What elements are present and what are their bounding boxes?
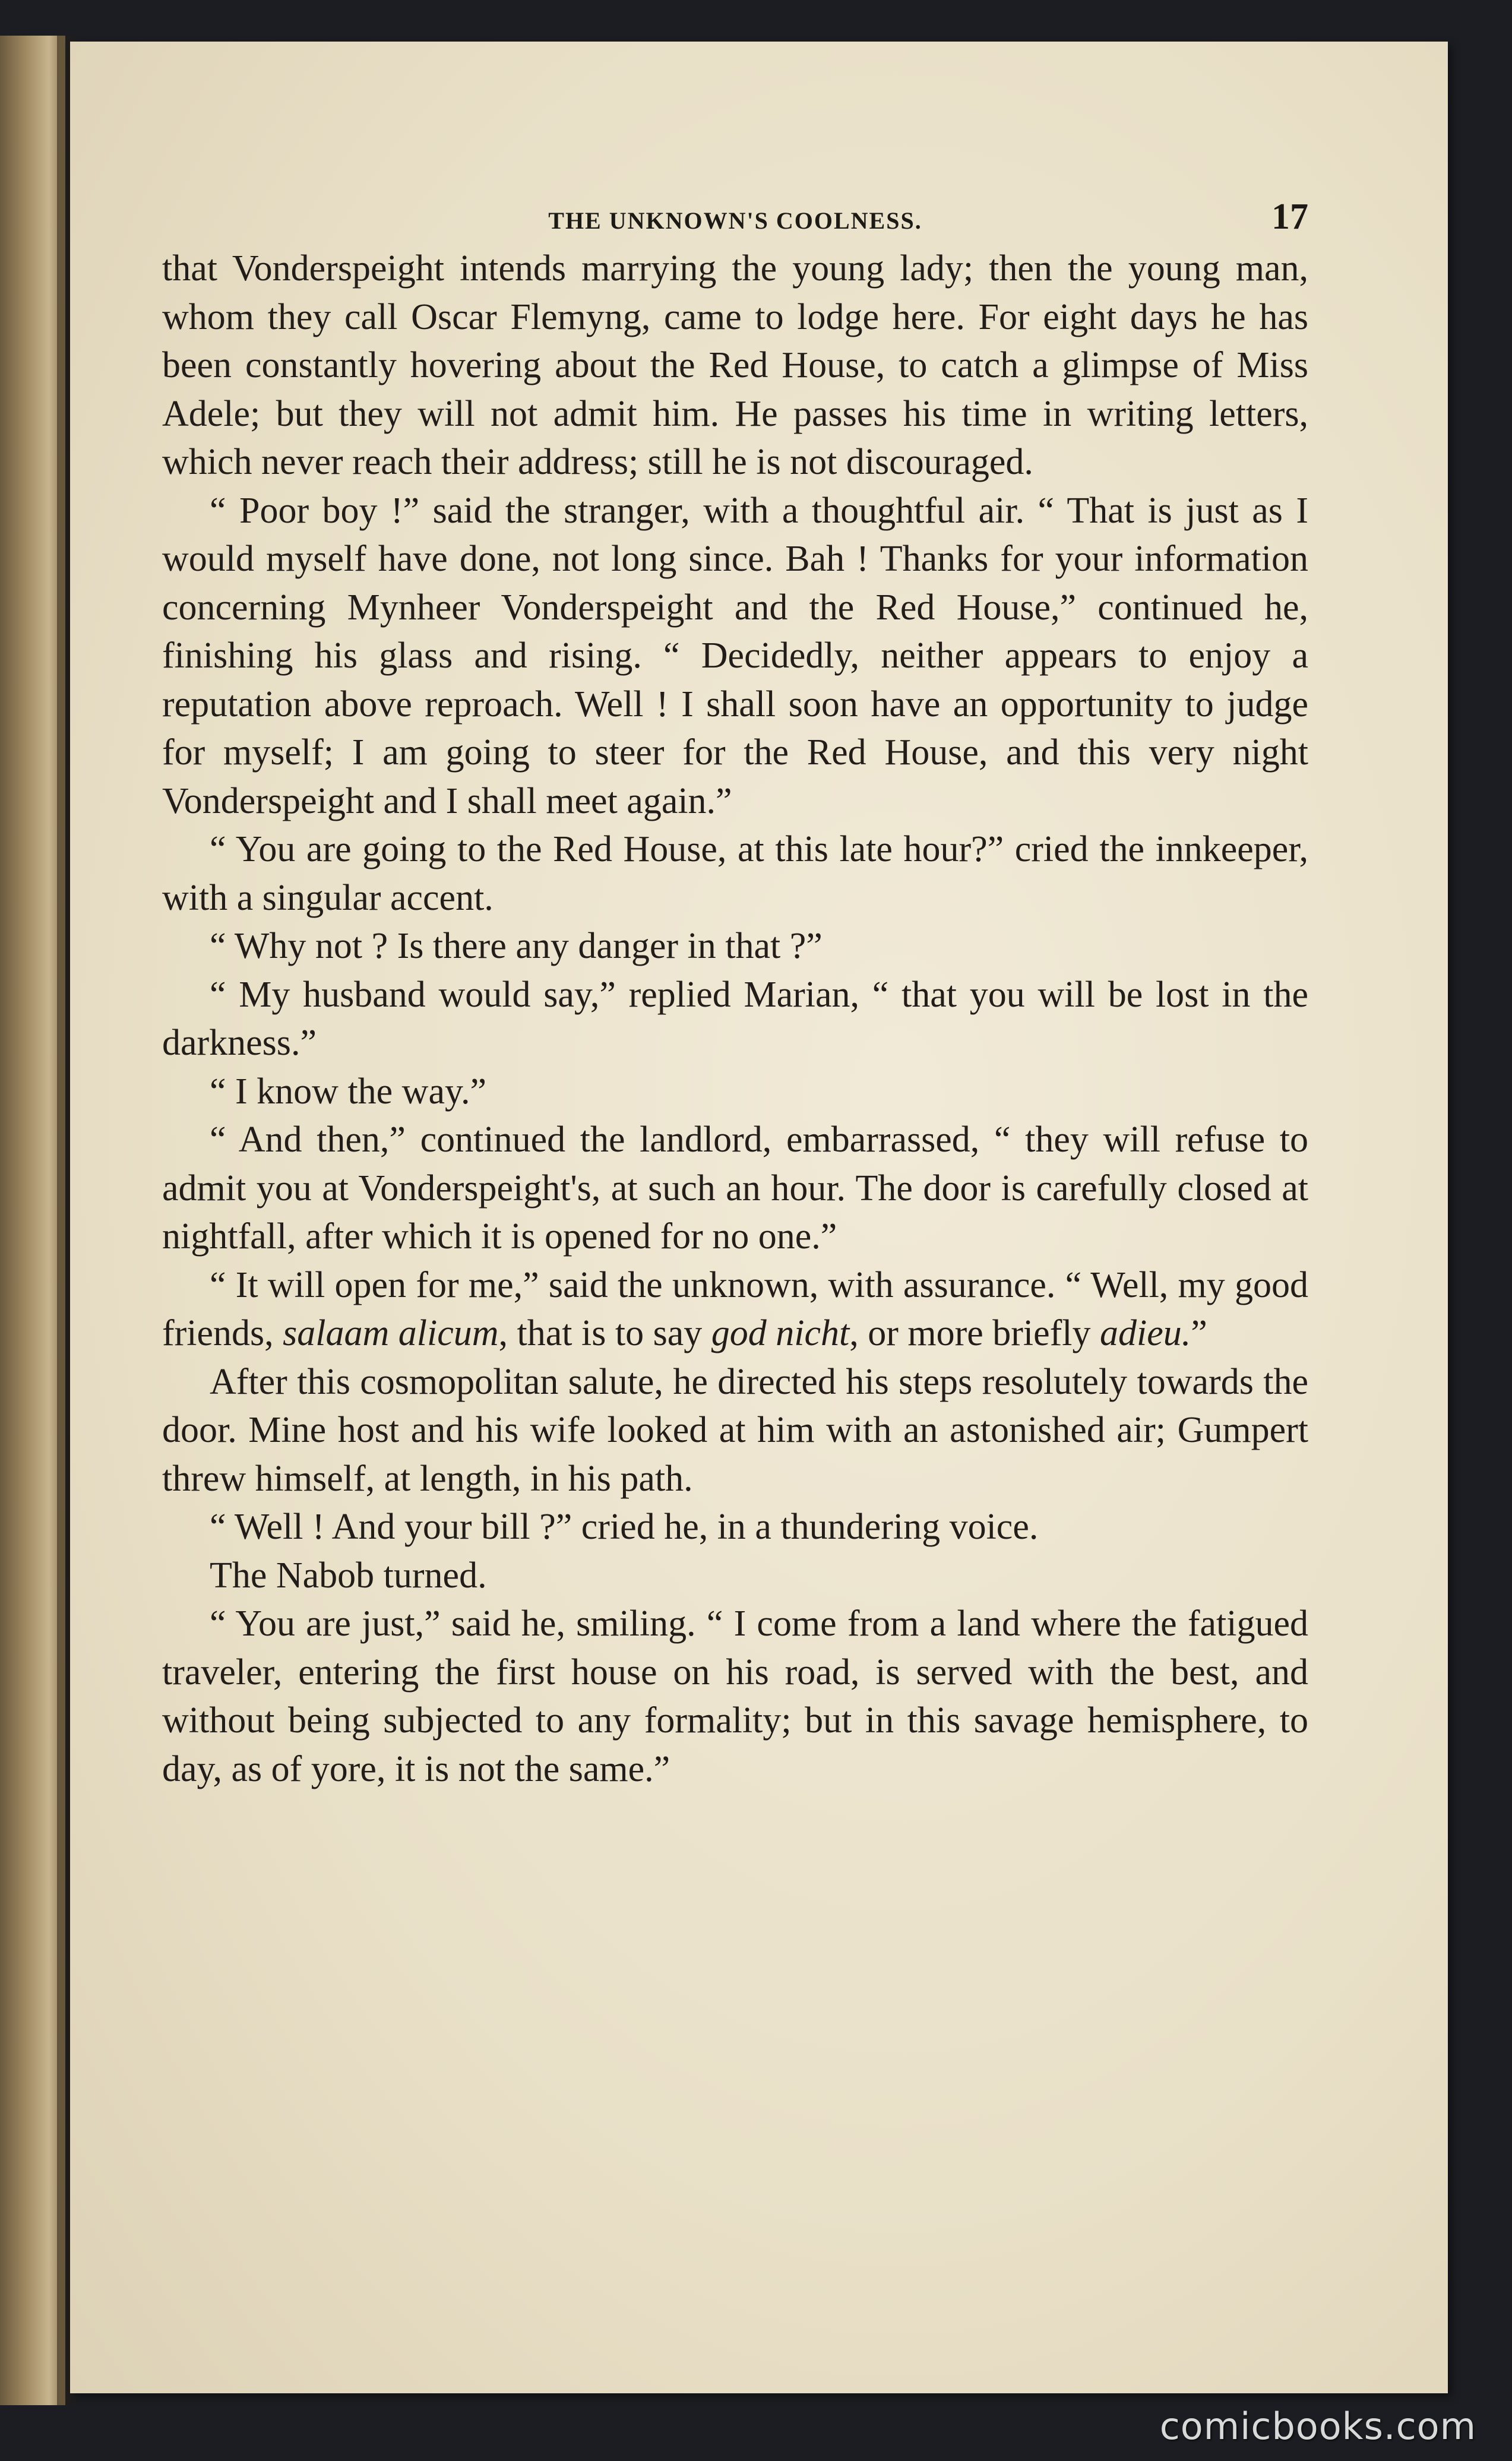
paragraph [162,825,1308,922]
italic-text: adieu. [1100,1313,1191,1353]
text-run: “ My husband would say,” replied Marian, “ that you will be lost in the darkness.” [162,974,1308,1063]
running-title: THE UNKNOWN'S COOLNESS. [548,207,922,234]
paragraph [162,245,1308,487]
text-run: “ It will open for me,” said the unknown, with assurance. “ Well, my good friends, [162,1264,1308,1353]
text-run: “ You are going to the Red House, at this late hour?” cried the innkeeper, with a singular accent. [162,829,1308,918]
paragraph [162,922,1308,971]
body-text [162,245,1308,1793]
paragraph [162,1261,1308,1358]
paragraph [162,1503,1308,1552]
text-run: The Nabob turned. [210,1555,487,1596]
text-run: , or more briefly [849,1313,1100,1353]
book-page [70,42,1448,2393]
text-run: ” [1191,1313,1207,1353]
page-number: 17 [1271,197,1308,237]
italic-text: god nicht [711,1313,850,1353]
text-run: “ And then,” continued the landlord, embarrassed, “ they will refuse to admit you at Vonderspeight's, at such an hour. The door is carefully closed at nightfall, after which it is opened for no one.” [162,1119,1308,1257]
page-content [162,178,1308,1793]
text-run: that Vonderspeight intends marrying the young lady; then the young man, whom they call Oscar Flemyng, came to lodge here. For eight days he has been constantly hovering about the Red House, to catch a glimpse of Miss Adele; but they will not admit him. He passes his time in writing letters, which never reach their address; still he is not discouraged. [162,248,1308,482]
paragraph [162,1068,1308,1116]
paragraph [162,1358,1308,1504]
paragraph [162,1552,1308,1600]
italic-text: salaam alicum [283,1313,499,1353]
text-run: “ I know the way.” [210,1071,486,1112]
text-run: “ You are just,” said he, smiling. “ I come from a land where the fatigued traveler, entering the first house on his road, is served with the best, and without being subjected to any formality; but in this savage hemisphere, to day, as of yore, it is not the same.” [162,1603,1308,1789]
watermark: comicbooks.com [1159,2405,1476,2448]
text-run: “ Well ! And your bill ?” cried he, in a thundering voice. [210,1507,1039,1547]
paragraph [162,1116,1308,1261]
facing-page-edge [0,36,65,2405]
paragraph [162,487,1308,826]
paragraph [162,971,1308,1068]
running-head [162,178,1308,243]
text-run: , that is to say [498,1313,711,1353]
text-run: After this cosmopolitan salute, he directed his steps resolutely towards the door. Mine host and his wife looked at him with an astonished air; Gumpert threw himself, at length, in his path. [162,1361,1308,1499]
text-run: “ Poor boy !” said the stranger, with a thoughtful air. “ That is just as I would myself have done, not long since. Bah ! Thanks for your information concerning Mynheer Vonderspeight and the Red House,” continued he, finishing his glass and rising. “ Decidedly, neither appears to enjoy a reputation above reproach. Well ! I shall soon have an opportunity to judge for myself; I am going to steer for the Red House, and this very night Vonderspeight and I shall meet again.” [162,490,1308,821]
text-run: “ Why not ? Is there any danger in that ?” [210,926,823,966]
paragraph [162,1600,1308,1793]
